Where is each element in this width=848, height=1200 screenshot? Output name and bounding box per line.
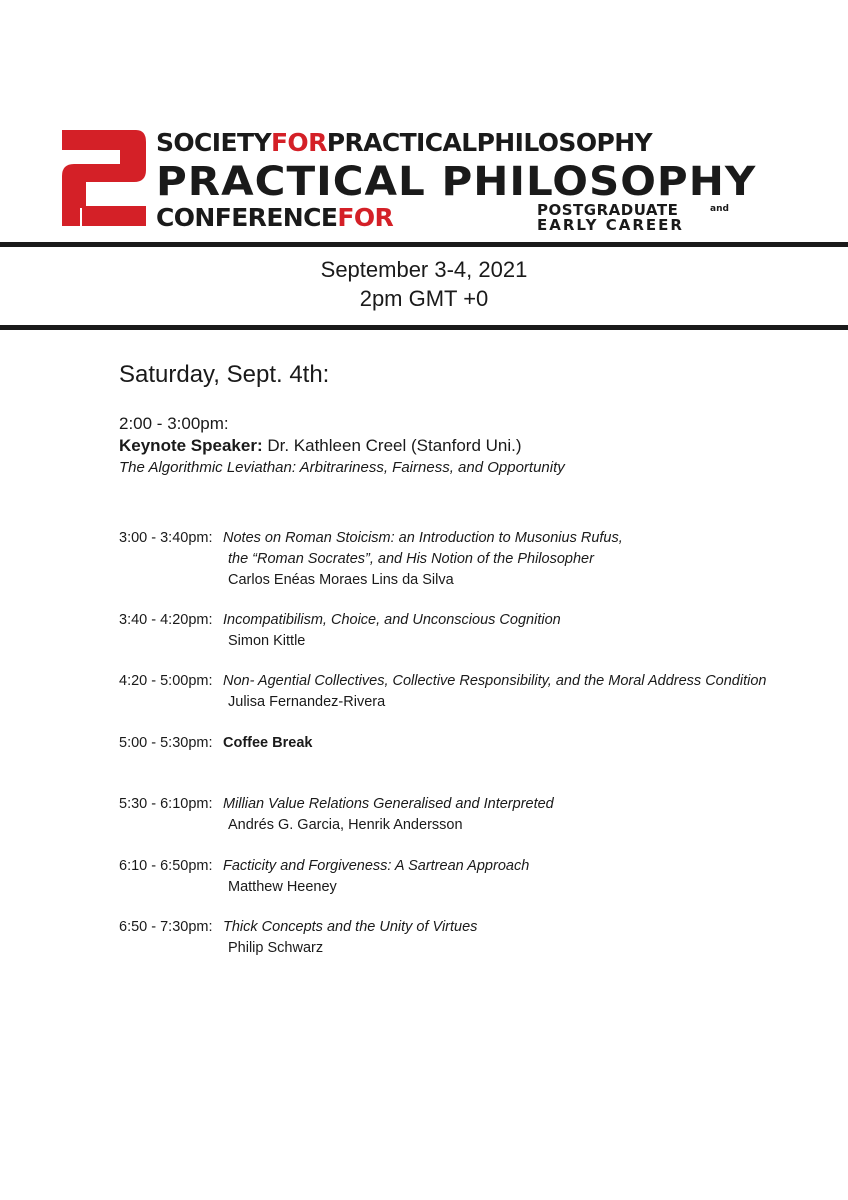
session-speaker: Julisa Fernandez-Rivera (228, 694, 386, 710)
session-speaker: Simon Kittle (228, 633, 306, 649)
keynote-time: 2:00 - 3:00pm: (119, 414, 229, 433)
session-speaker: Matthew Heeney (228, 879, 337, 895)
session-speaker: Philip Schwarz (228, 940, 324, 956)
session-speaker: Carlos Enéas Moraes Lins da Silva (228, 572, 454, 588)
session-title-cont: the “Roman Socrates”, and His Notion of the Philosopher (228, 551, 594, 567)
logo-and: and (710, 204, 729, 214)
logo-early-career: EARLY CAREER (537, 216, 684, 234)
event-date: September 3-4, 2021 (320, 257, 528, 282)
keynote-block (119, 413, 565, 478)
logo-practical-philosophy-line: PRACTICAL PHILOSOPHY (156, 158, 757, 205)
session-item: 4:20 - 5:00pm: Non- Agential Collectives, Collective Responsibility, and the Moral Address Condition Julisa Fernandez-Rivera (119, 671, 766, 713)
keynote-speaker: Keynote Speaker: Dr. Kathleen Creel (Stanford Uni.) (119, 436, 522, 455)
logo-society-line: SOCIETYFORPRACTICALPHILOSOPHY (156, 128, 653, 157)
keynote-title: The Algorithmic Leviathan: Arbitrariness, Fairness, and Opportunity (119, 459, 565, 476)
session-title: Notes on Roman Stoicism: an Introduction to Musonius Rufus, (223, 530, 623, 546)
session-title: Thick Concepts and the Unity of Virtues (223, 919, 478, 935)
logo-conference-line: CONFERENCEFOR (156, 203, 394, 232)
session-item-break: 5:00 - 5:30pm: Coffee Break (119, 735, 313, 751)
conference-logo (0, 0, 848, 245)
coffee-break-label: Coffee Break (223, 735, 313, 751)
event-dates-block (0, 255, 848, 313)
session-title: Facticity and Forgiveness: A Sartrean Approach (223, 858, 530, 874)
session-item: 3:00 - 3:40pm: Notes on Roman Stoicism: an Introduction to Musonius Rufus, the “Roman Socrates”, and His Notion of the Philosopher Carlos Enéas Moraes Lins da Silva (119, 528, 623, 591)
logo-postgraduate: POSTGRADUATE (537, 201, 679, 219)
session-item: 3:40 - 4:20pm: Incompatibilism, Choice, and Unconscious Cognition Simon Kittle (119, 610, 561, 652)
header-divider-top (0, 242, 848, 247)
numeral-two-logo-mark (56, 128, 148, 228)
event-time: 2pm GMT +0 (359, 286, 489, 311)
session-speaker: Andrés G. Garcia, Henrik Andersson (228, 817, 463, 833)
header-divider-bottom (0, 325, 848, 330)
session-item: 6:50 - 7:30pm: Thick Concepts and the Unity of Virtues Philip Schwarz (119, 917, 477, 959)
session-title: Non- Agential Collectives, Collective Responsibility, and the Moral Address Condition (223, 673, 767, 689)
day-heading: Saturday, Sept. 4th: (119, 361, 330, 388)
session-item: 6:10 - 6:50pm: Facticity and Forgiveness: A Sartrean Approach Matthew Heeney (119, 856, 529, 898)
session-title: Incompatibilism, Choice, and Unconscious Cognition (223, 612, 561, 628)
session-title: Millian Value Relations Generalised and Interpreted (223, 796, 554, 812)
session-item: 5:30 - 6:10pm: Millian Value Relations Generalised and Interpreted Andrés G. Garcia, Henrik Andersson (119, 794, 554, 836)
